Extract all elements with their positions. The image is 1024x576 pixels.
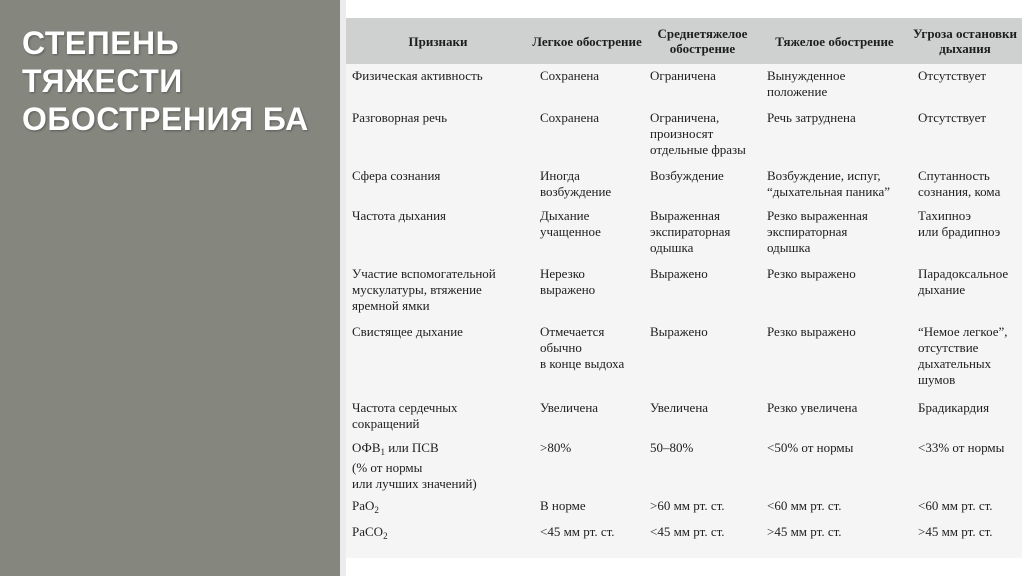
table-row [346, 106, 1022, 164]
cell-severe: <60 мм рт. ст. [767, 498, 842, 513]
table-row [346, 64, 1022, 106]
sign-main: ОФВ [352, 440, 381, 455]
table-row [346, 396, 1022, 436]
cell-moderate: Увеличена [650, 400, 709, 415]
cell-severe: Резко выраженная экспираторная одышка [767, 208, 868, 255]
cell-sign: Разговорная речь [352, 110, 448, 125]
cell-sign: Частота дыхания [352, 208, 447, 223]
sign-rest: или ПСВ (% от нормы или лучших значений) [352, 440, 477, 491]
cell-severe: Резко выражено [767, 324, 856, 339]
header-severe: Тяжелое обострение [761, 18, 908, 64]
cell-moderate: Выраженная экспираторная одышка [650, 208, 731, 255]
cell-arrest: Парадоксальное дыхание [918, 266, 1009, 297]
cell-arrest: Брадикардия [918, 400, 990, 415]
cell-sign: Частота сердечных сокращений [352, 400, 458, 431]
table-row [346, 262, 1022, 320]
cell-mild: Сохранена [540, 110, 600, 125]
cell-severe: Речь затруднена [767, 110, 856, 125]
cell-arrest: “Немое легкое”, отсутствие дыхательных шумов [918, 324, 1008, 387]
sign-subscript: 1 [380, 447, 385, 457]
cell-severe: Вынужденное положение [767, 68, 846, 99]
cell-mild: Увеличена [540, 400, 599, 415]
cell-sign [346, 436, 530, 494]
table-row [346, 204, 1022, 262]
cell-severe: Резко увеличена [767, 400, 858, 415]
cell-arrest: Отсутствует [918, 110, 987, 125]
slide-title-line-1: СТЕПЕНЬ ТЯЖЕСТИ [22, 25, 183, 99]
header-mild: Легкое обострение [530, 18, 644, 64]
cell-sign [346, 494, 530, 520]
cell-sign: Свистящее дыхание [352, 324, 463, 339]
sign-main: PaO [352, 498, 375, 513]
cell-arrest: <33% от нормы [918, 440, 1005, 455]
cell-severe: Резко выражено [767, 266, 856, 281]
cell-moderate: <45 мм рт. ст. [650, 524, 725, 539]
cell-sign: Физическая активность [352, 68, 483, 83]
cell-moderate: Ограничена, произносят отдельные фразы [650, 110, 746, 157]
table-row [346, 164, 1022, 204]
cell-mild: >80% [540, 440, 572, 455]
cell-mild: <45 мм рт. ст. [540, 524, 615, 539]
cell-arrest: Тахипноэ или брадипноэ [918, 208, 1001, 239]
cell-mild: Иногда возбуждение [540, 168, 612, 199]
table-row [346, 436, 1022, 494]
cell-moderate: Выражено [650, 266, 708, 281]
cell-sign [346, 520, 530, 546]
sign-main: PaCO [352, 524, 384, 539]
cell-mild: Сохранена [540, 68, 600, 83]
cell-moderate: 50–80% [650, 440, 694, 455]
header-arrest: Угроза остановки дыхания [908, 18, 1022, 64]
cell-moderate: Выражено [650, 324, 708, 339]
slide-title-line-2: ОБОСТРЕНИЯ БА [22, 101, 309, 137]
cell-moderate: >60 мм рт. ст. [650, 498, 725, 513]
cell-arrest: Спутанность сознания, кома [918, 168, 1001, 199]
cell-mild: Нерезко выражено [540, 266, 596, 297]
cell-severe: <50% от нормы [767, 440, 854, 455]
cell-arrest: Отсутствует [918, 68, 987, 83]
table-header-row [346, 18, 1022, 64]
cell-sign: Участие вспомогательной мускулатуры, втяжение яремной ямки [352, 266, 496, 313]
cell-moderate: Ограничена [650, 68, 716, 83]
header-signs: Признаки [346, 18, 530, 64]
cell-moderate: Возбуждение [650, 168, 724, 183]
cell-mild: В норме [540, 498, 586, 513]
slide-title [22, 24, 332, 138]
cell-sign: Сфера сознания [352, 168, 441, 183]
severity-table-container [346, 18, 1022, 558]
table-row [346, 520, 1022, 546]
left-panel [0, 0, 340, 576]
cell-severe: >45 мм рт. ст. [767, 524, 842, 539]
cell-mild: Отмечается обычно в конце выдоха [540, 324, 625, 371]
cell-severe: Возбуждение, испуг, “дыхательная паника” [767, 168, 891, 199]
sign-subscript: 2 [374, 505, 379, 515]
table-row [346, 320, 1022, 396]
table-row [346, 494, 1022, 520]
cell-mild: Дыхание учащенное [540, 208, 601, 239]
severity-table [346, 18, 1022, 546]
cell-arrest: >45 мм рт. ст. [918, 524, 993, 539]
sign-subscript: 2 [383, 531, 388, 541]
cell-arrest: <60 мм рт. ст. [918, 498, 993, 513]
header-moderate: Среднетяжелое обострение [644, 18, 761, 64]
